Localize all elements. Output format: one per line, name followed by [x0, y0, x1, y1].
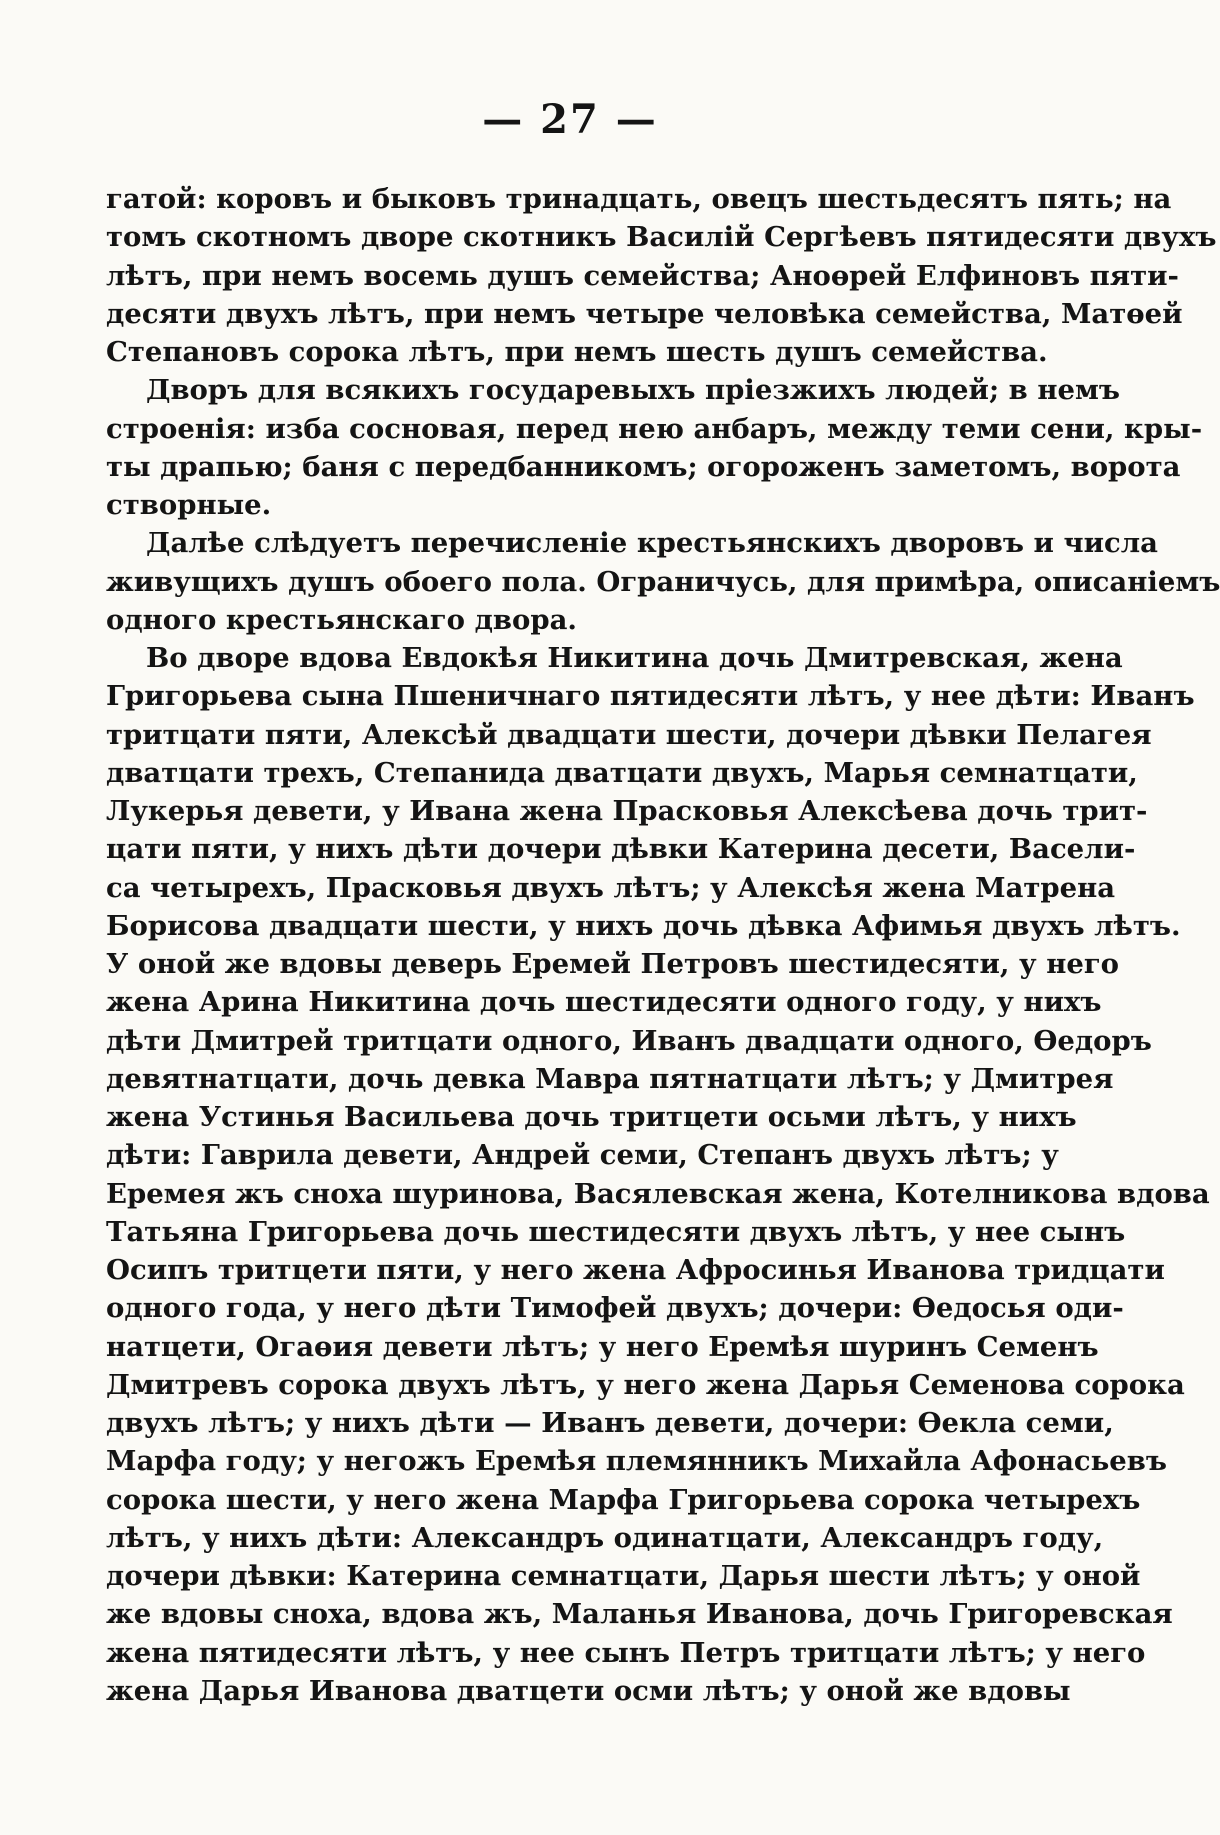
text-line: Марфа году; у негожъ Еремѣя племянникъ Михайла Афонасьевъ [106, 1445, 1167, 1478]
text-line: лѣтъ, при немъ восемь душъ семейства; Аноөрей Елфиновъ пяти- [106, 259, 1179, 292]
text-line: жена Арина Никитина дочь шестидесяти одного году, у нихъ [106, 986, 1102, 1019]
text-line: цати пяти, у нихъ дѣти дочери дѣвки Катерина десети, Васели- [106, 833, 1136, 866]
text-line: тритцати пяти, Алексѣй двадцати шести, дочери дѣвки Пелагея [106, 718, 1152, 751]
text-line: натцети, Огаөия девети лѣтъ; у него Еремѣя шуринъ Семенъ [106, 1330, 1099, 1363]
paragraph [106, 180, 1217, 371]
text-line: У оной же вдовы деверь Еремей Петровъ шестидесяти, у него [106, 948, 1120, 980]
body-text [106, 180, 1220, 1710]
text-line: Далѣе слѣдуетъ перечисленіе крестьянскихъ дворовъ и числа [146, 527, 1158, 560]
text-line: сорока шести, у него жена Марфа Григорьева сорока четырехъ [106, 1483, 1141, 1516]
text-line: ты драпью; баня с передбанникомъ; огороженъ заметомъ, ворота [106, 450, 1181, 483]
paragraph [106, 524, 1220, 639]
text-line: дватцати трехъ, Степанида дватцати двухъ, Марья семнатцати, [106, 756, 1138, 789]
text-line: гатой: коровъ и быковъ тринадцать, овецъ шестьдесятъ пять; на [106, 183, 1172, 215]
text-line: девятнатцати, дочь девка Мавра пятнатцати лѣтъ; у Дмитрея [106, 1062, 1114, 1095]
text-line: одного года, у него дѣти Тимофей двухъ; дочери: Өедосья оди- [106, 1292, 1124, 1325]
text-line: дочери дѣвки: Катерина семнатцати, Дарья шести лѣтъ; у оной [106, 1560, 1141, 1592]
text-line: Борисова двадцати шести, у нихъ дочь дѣвка Афимья двухъ лѣтъ. [106, 909, 1181, 942]
page-number: — 27 — [482, 96, 658, 143]
text-line: одного крестьянскаго двора. [106, 603, 577, 636]
text-line: дѣти Дмитрей тритцати одного, Иванъ двадцати одного, Өедоръ [106, 1024, 1152, 1057]
text-line: Григорьева сына Пшеничнаго пятидесяти лѣтъ, у нее дѣти: Иванъ [106, 680, 1195, 713]
text-line: же вдовы сноха, вдова жъ, Маланья Иванова, дочь Григоревская [106, 1598, 1173, 1631]
paragraph [106, 371, 1203, 524]
text-line: Еремея жъ сноха шуринова, Васялевская жена, Котелникова вдова [106, 1177, 1210, 1210]
text-line: жена Дарья Иванова дватцети осми лѣтъ; у оной же вдовы [106, 1674, 1071, 1707]
paragraph [106, 639, 1210, 1710]
text-line: жена пятидесяти лѣтъ, у нее сынъ Петръ тритцати лѣтъ; у него [106, 1636, 1146, 1669]
text-line: Дмитревъ сорока двухъ лѣтъ, у него жена Дарья Семенова сорока [106, 1368, 1185, 1401]
text-line: Во дворе вдова Евдокѣя Никитина дочь Дмитревская, жена [146, 642, 1123, 674]
text-line: томъ скотномъ дворе скотникъ Василій Сергѣевъ пятидесяти двухъ [106, 221, 1217, 254]
text-line: десяти двухъ лѣтъ, при немъ четыре человѣка семейства, Матөей [106, 297, 1183, 330]
text-line: строенія: изба сосновая, перед нею анбаръ, между теми сени, кры- [106, 412, 1203, 445]
text-line: дѣти: Гаврила девети, Андрей семи, Степанъ двухъ лѣтъ; у [106, 1139, 1059, 1172]
text-line: са четырехъ, Прасковья двухъ лѣтъ; у Алексѣя жена Матрена [106, 871, 1116, 904]
text-line: лѣтъ, у нихъ дѣти: Александръ одинатцати, Александръ году, [106, 1521, 1104, 1554]
text-line: Татьяна Григорьева дочь шестидесяти двухъ лѣтъ, у нее сынъ [106, 1215, 1126, 1248]
text-line: Лукерья девети, у Ивана жена Прасковья Алексѣева дочь трит- [106, 795, 1148, 827]
text-line: двухъ лѣтъ; у нихъ дѣти — Иванъ девети, дочери: Өекла семи, [106, 1407, 1114, 1439]
text-line: жена Устинья Васильева дочь тритцети осьми лѣтъ, у нихъ [106, 1101, 1077, 1133]
text-line: створные. [106, 489, 272, 521]
text-line: Степановъ сорока лѣтъ, при немъ шесть душъ семейства. [106, 336, 1048, 368]
text-line: Осипъ тритцети пяти, у него жена Афросинья Иванова тридцати [106, 1254, 1165, 1286]
text-line: Дворъ для всякихъ государевыхъ пріезжихъ людей; в немъ [146, 374, 1120, 407]
text-line: живущихъ душъ обоего пола. Ограничусь, для примѣра, описаніемъ [106, 565, 1220, 598]
